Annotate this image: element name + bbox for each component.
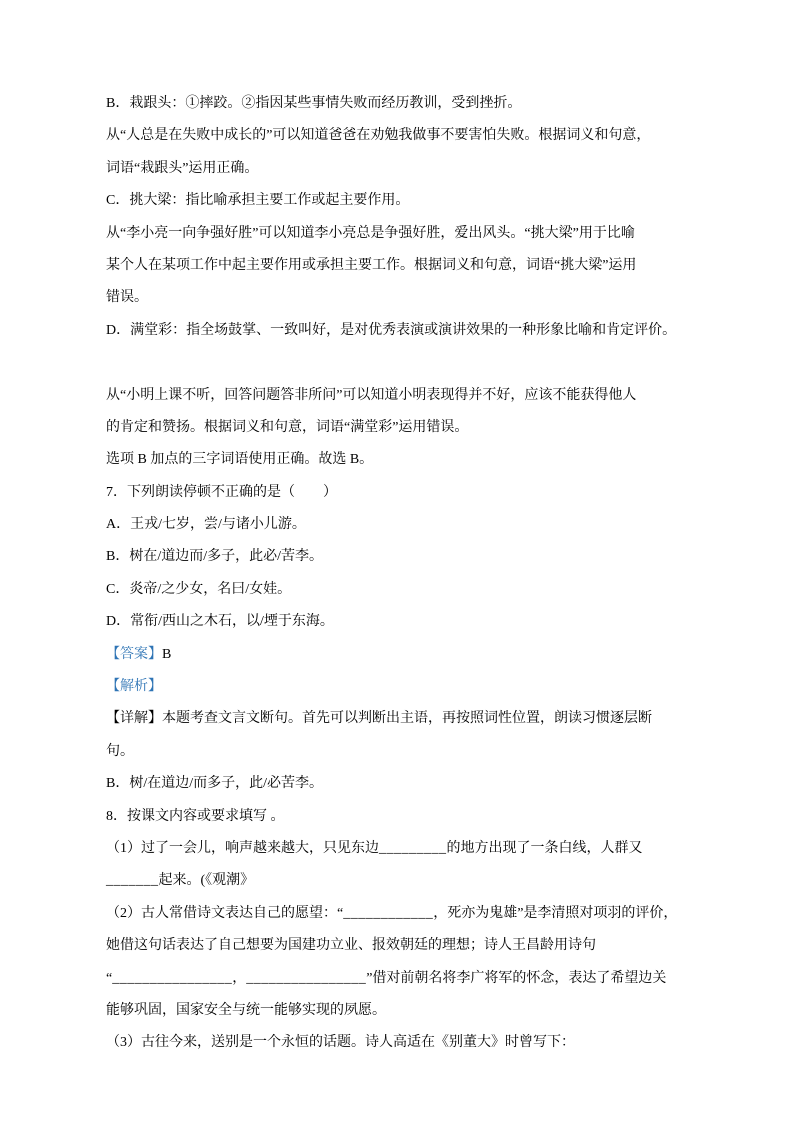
text-line — [106, 509, 696, 541]
text: 从“李小亮一向争强好胜”可以知道李小亮总是争强好胜，爱出风头。“挑大梁”用于比喻 — [106, 225, 635, 241]
text: 词语“栽跟头”运用正确。 — [106, 160, 259, 176]
text-line — [106, 574, 696, 606]
text: ”借对前朝名将李广将军的怀念，表达了希望边关 — [366, 970, 667, 986]
text: ， — [232, 970, 247, 986]
conclusion-text: 选项 B 加点的三字词语使用正确。故选 B。 — [106, 452, 374, 468]
text-line — [106, 218, 696, 250]
text-line — [106, 250, 696, 282]
detail-label: 【详解】 — [106, 711, 162, 727]
text-line — [106, 703, 696, 735]
text: 错误。 — [106, 290, 148, 306]
corrected-pause-b: B．树/在道边/而多子，此/必苦李。 — [106, 776, 324, 792]
option-c-definition: C．挑大梁：指比喻承担主要工作或起主要作用。 — [106, 193, 410, 209]
text-line — [106, 963, 696, 995]
text-line — [106, 282, 696, 314]
q7-option-a: A．王戎/七岁，尝/与诸小儿游。 — [106, 517, 306, 533]
text-line — [106, 995, 696, 1027]
fill-in-blank: ____________ — [343, 905, 434, 921]
text-line — [106, 1027, 696, 1059]
text-line — [106, 671, 696, 703]
fill-in-blank: _______ — [106, 873, 159, 889]
q7-option-d: D．常衔/西山之木石，以/堙于东海。 — [106, 614, 334, 630]
text: ，死亦为鬼雄”是李清照对项羽的评价， — [433, 905, 678, 921]
text-line — [106, 380, 696, 412]
text: 从“小明上课不听，回答问题答非所问”可以知道小明表现得并不好，应该不能获得他人 — [106, 387, 637, 403]
text-line — [106, 801, 696, 833]
text-line — [106, 477, 696, 509]
text-line — [106, 898, 696, 930]
text: 从“人总是在失败中成长的”可以知道爸爸在劝勉我做事不要害怕失败。根据词义和句意， — [106, 128, 651, 144]
text-line — [106, 120, 696, 152]
text-line — [106, 185, 696, 217]
text: 某个人在某项工作中起主要作用或承担主要工作。根据词义和句意，词语“挑大梁”运用 — [106, 257, 637, 273]
text: “ — [106, 970, 113, 986]
text: 的地方出现了一条白线，人群又 — [446, 840, 643, 856]
text: 她借这句话表达了自己想要为国建功立业、报效朝廷的理想；诗人王昌龄用诗句 — [106, 938, 596, 954]
text-line — [106, 833, 696, 865]
option-b-definition: B．栽跟头：①摔跤。②指因某些事情失败而经历教训，受到挫折。 — [106, 96, 522, 111]
text-line — [106, 444, 696, 476]
text-line — [106, 541, 696, 573]
q7-option-b: B．树在/道边而/多子，此必/苦李。 — [106, 549, 324, 565]
text: （3）古往今来，送别是一个永恒的话题。诗人高适在《别董大》时曾写下： — [106, 1035, 575, 1051]
text: 本题考查文言文断句。首先可以判断出主语，再按照词性位置，朗读习惯逐层断 — [162, 711, 652, 727]
fill-in-blank: _________ — [379, 840, 447, 856]
text-line — [106, 606, 696, 638]
text-line — [106, 347, 696, 379]
text-line — [106, 865, 696, 897]
text: 起来。(《观潮》 — [158, 873, 255, 889]
question-7-stem: 7．下列朗读停顿不正确的是（ ） — [106, 484, 337, 500]
text-line — [106, 768, 696, 800]
option-d-definition: D．满堂彩：指全场鼓掌、一致叫好，是对优秀表演或演讲效果的一种形象比喻和肯定评价。 — [106, 322, 677, 338]
text: （1）过了一会儿，响声越来越大，只见东边 — [106, 840, 379, 856]
answer-value: B — [162, 646, 172, 662]
text: 句。 — [106, 743, 134, 759]
text-line — [106, 88, 696, 120]
text-line — [106, 736, 696, 768]
text-line — [106, 930, 696, 962]
fill-in-blank: ________________ — [246, 970, 367, 986]
answer-label: 【答案】 — [106, 646, 162, 662]
text-line — [106, 412, 696, 444]
text-line — [106, 639, 696, 671]
question-8-stem: 8．按课文内容或要求填写 。 — [106, 808, 285, 824]
text: 的肯定和赞扬。根据词义和句意，词语“满堂彩”运用错误。 — [106, 419, 469, 435]
fill-in-blank: ________________ — [112, 970, 233, 986]
text: （2）古人常借诗文表达自己的愿望：“ — [106, 905, 344, 921]
text-line — [106, 315, 696, 347]
q7-option-c: C．炎帝/之少女，名曰/女娃。 — [106, 581, 292, 597]
document-body — [106, 88, 696, 1060]
text: 能够巩固，国家安全与统一能够实现的夙愿。 — [106, 1002, 386, 1018]
text-line — [106, 153, 696, 185]
analysis-label: 【解析】 — [106, 679, 162, 695]
